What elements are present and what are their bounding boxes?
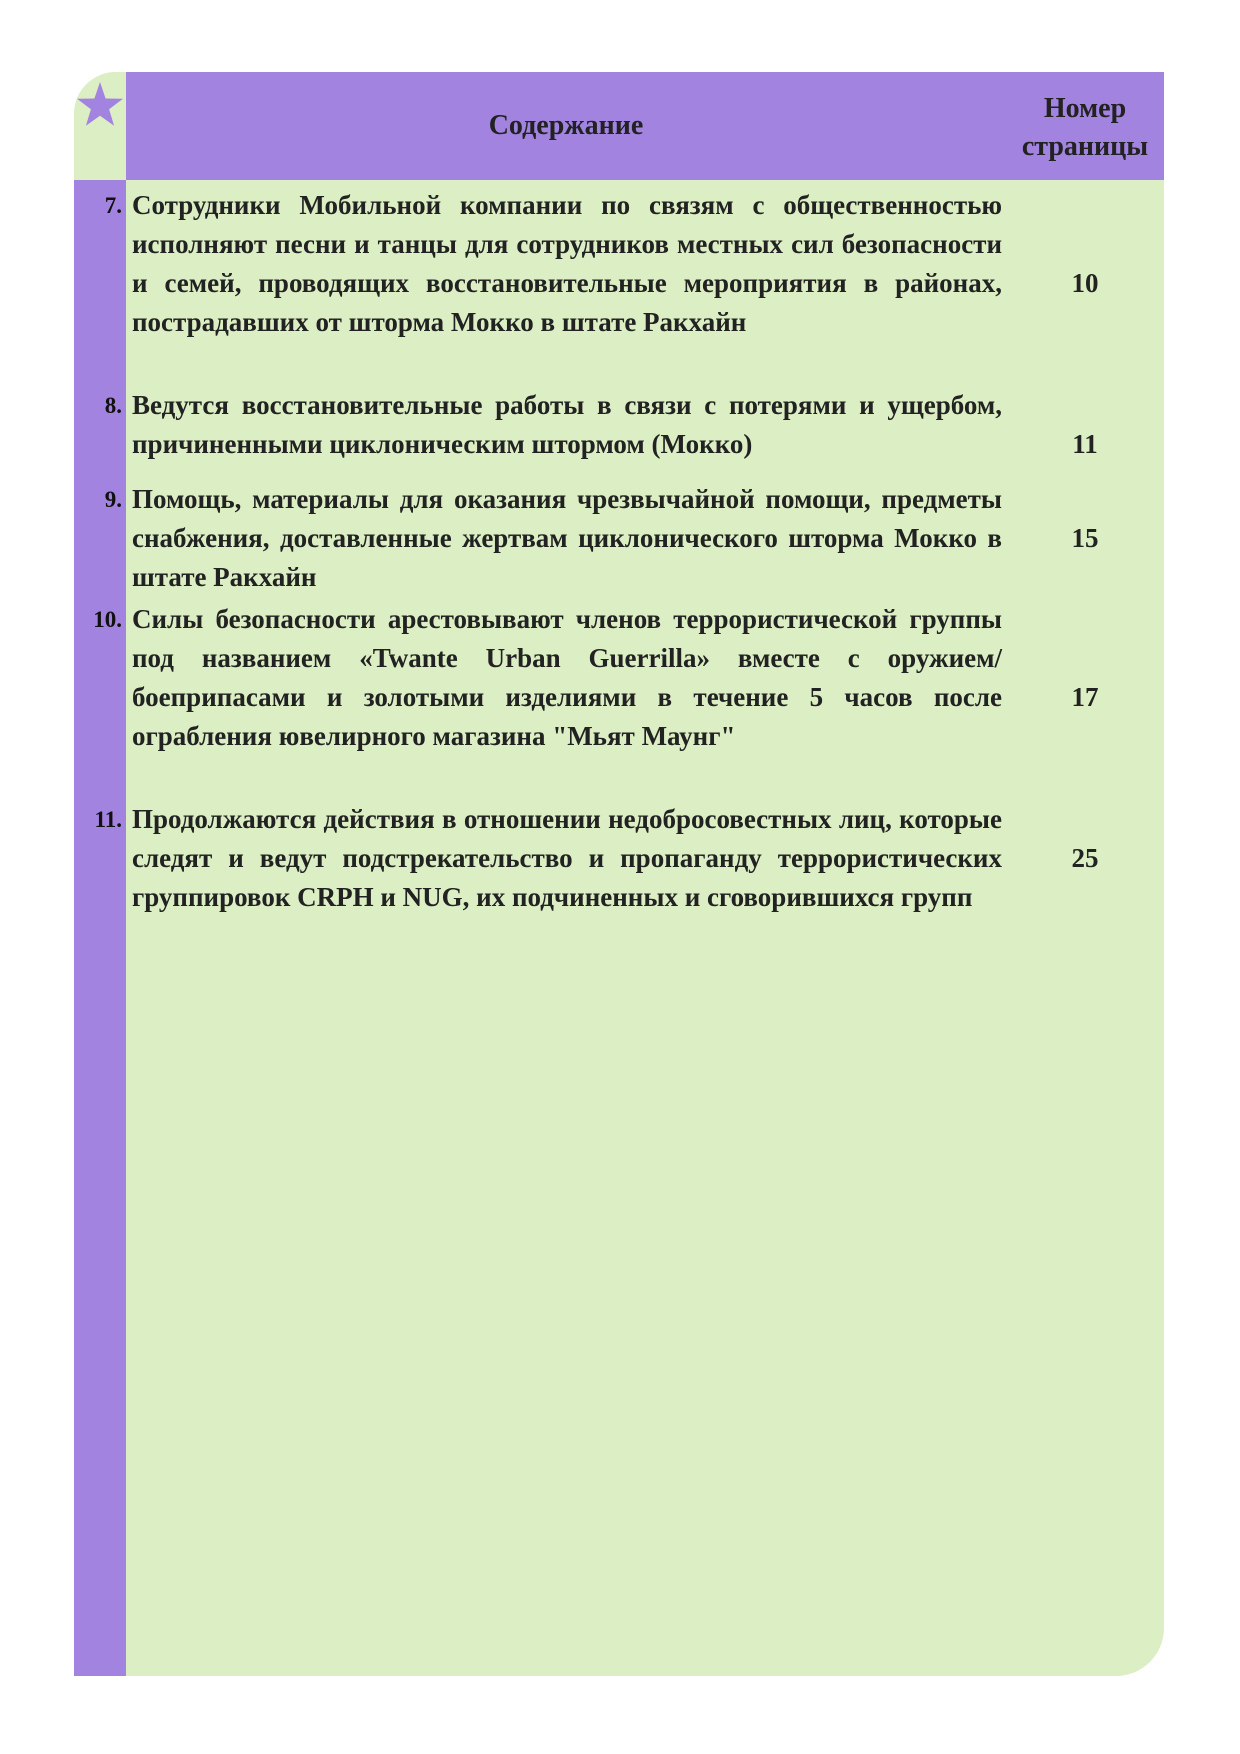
entry-number: 9. <box>104 487 122 512</box>
entry-page-number: 17 <box>1071 682 1099 712</box>
entry-number: 11. <box>94 807 122 832</box>
entry-title: Ведутся восстановительные работы в связи с потерями и ущербом, причиненными циклоническим штормом (Мокко) <box>132 390 1002 459</box>
contents-card <box>74 72 1164 1676</box>
entry-page-number: 10 <box>1071 268 1099 298</box>
entry-title: Продолжаются действия в отношении недобросовестных лиц, которые следят и ведут подстрекательство и пропаганду террористических группировок CRPH и NUG, их подчиненных и сговорившихся групп <box>132 804 1002 912</box>
corner-cell <box>74 72 126 180</box>
table-header <box>126 72 1164 180</box>
contents-heading: Содержание <box>488 110 644 141</box>
entry-title: Сотрудники Мобильной компании по связям с общественностью исполняют песни и танцы для сотрудников местных сил безопасности и семей, проводящих восстановительные мероприятия в районах, пострадавших от шторма Мокко в штате Ракхайн <box>132 190 1002 337</box>
entry-number: 7. <box>104 193 122 218</box>
entry-page-number: 11 <box>1072 429 1098 459</box>
page-number-heading <box>1006 90 1164 166</box>
entry-number: 8. <box>104 393 122 418</box>
page-number-heading-line1: Номер <box>1043 93 1127 124</box>
page-number-heading-line2: страницы <box>1021 131 1149 162</box>
entry-title: Помощь, материалы для оказания чрезвычайной помощи, предметы снабжения, доставленные жертвам циклонического шторма Мокко в штате Ракхайн <box>132 484 1002 592</box>
entry-page-number: 15 <box>1071 523 1099 553</box>
entry-title: Силы безопасности арестовывают членов террористической группы под названием «Twante Urban Guerrilla» вместе с оружием/боеприпасами и золотыми изделиями в течение 5 часов после ограбления ювелирного магазина "Мьят Маунг" <box>132 604 1002 751</box>
entry-page-number: 25 <box>1071 843 1099 873</box>
entry-number: 10. <box>93 607 122 632</box>
star-icon <box>76 80 124 128</box>
